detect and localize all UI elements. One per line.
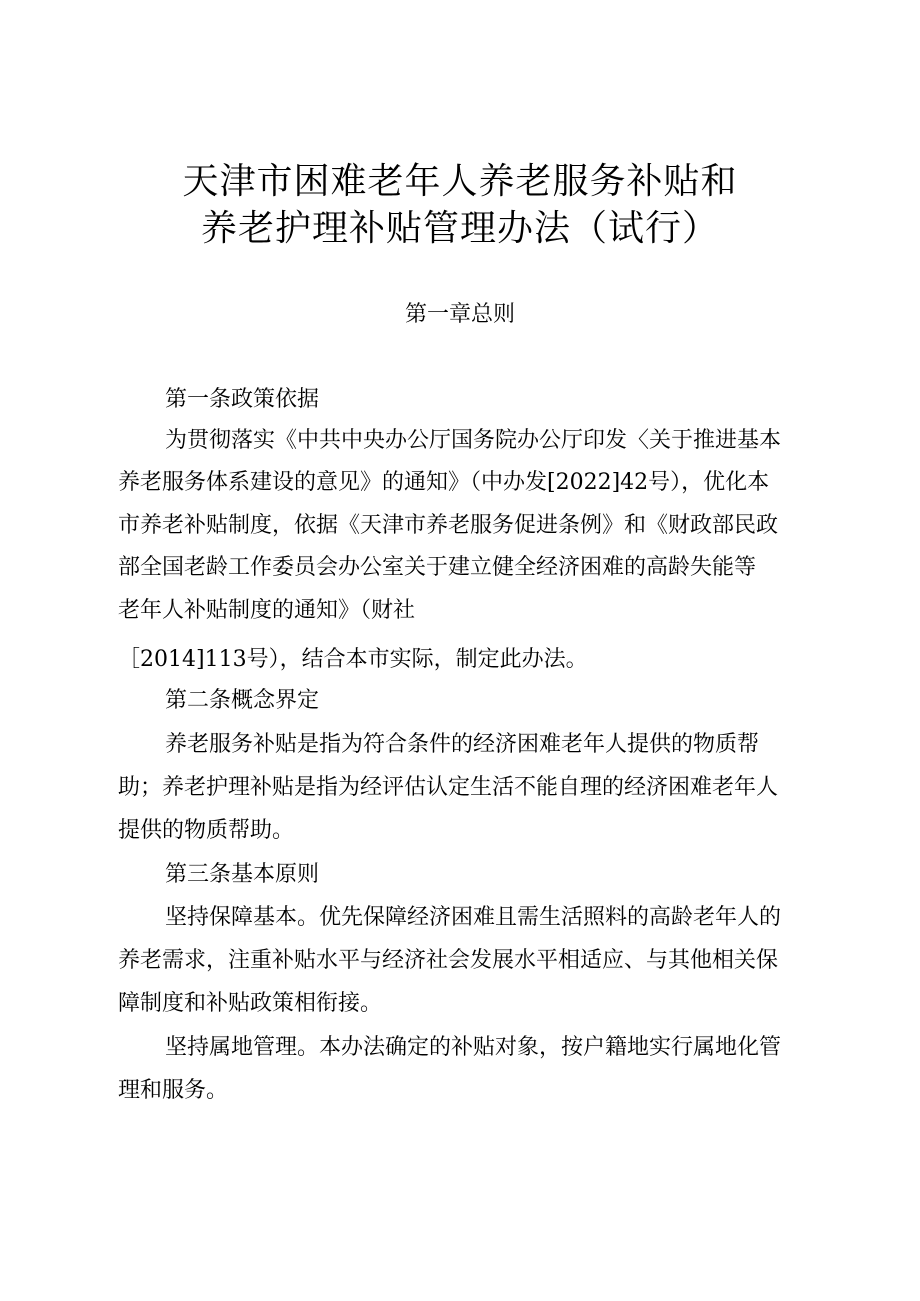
article-3-heading: 第三条基本原则 <box>165 862 320 887</box>
paragraph-line: 理和服务。 <box>118 1078 229 1103</box>
article-2-heading: 第二条概念界定 <box>165 688 320 713</box>
paragraph-line: 养老服务体系建设的意见》的通知》（中办发[2022]42号），优化本 <box>118 470 770 495</box>
paragraph-line: 养老需求，注重补贴水平与经济社会发展水平相适应、与其他相关保 <box>118 948 779 973</box>
paragraph-line: 助；养老护理补贴是指为经评估认定生活不能自理的经济困难老年人 <box>118 775 779 800</box>
paragraph-line: 养老服务补贴是指为符合条件的经济困难老年人提供的物质帮 <box>165 732 760 757</box>
paragraph-line: 市养老补贴制度，依据《天津市养老服务促进条例》和《财政部民政 <box>118 513 779 538</box>
paragraph-line: 老年人补贴制度的通知》（财社 <box>118 598 416 623</box>
paragraph-line: 为贯彻落实《中共中央办公厅国务院办公厅印发〈关于推进基本 <box>165 428 782 453</box>
paragraph-line: ［2014]113号），结合本市实际，制定此办法。 <box>118 647 588 672</box>
paragraph-line: 坚持保障基本。优先保障经济困难且需生活照料的高龄老年人的 <box>165 905 782 930</box>
document-title-line-2: 养老护理补贴管理办法（试行） <box>200 208 719 249</box>
document-title-line-1: 天津市困难老年人养老服务补贴和 <box>182 161 738 202</box>
paragraph-line: 部全国老龄工作委员会办公室关于建立健全经济困难的高龄失能等 <box>118 555 757 580</box>
article-1-heading: 第一条政策依据 <box>165 387 320 412</box>
chapter-heading: 第一章总则 <box>404 302 515 327</box>
paragraph-line: 提供的物质帮助。 <box>118 818 295 843</box>
paragraph-line: 障制度和补贴政策相衔接。 <box>118 991 383 1016</box>
paragraph-line: 坚持属地管理。本办法确定的补贴对象，按户籍地实行属地化管 <box>165 1035 782 1060</box>
